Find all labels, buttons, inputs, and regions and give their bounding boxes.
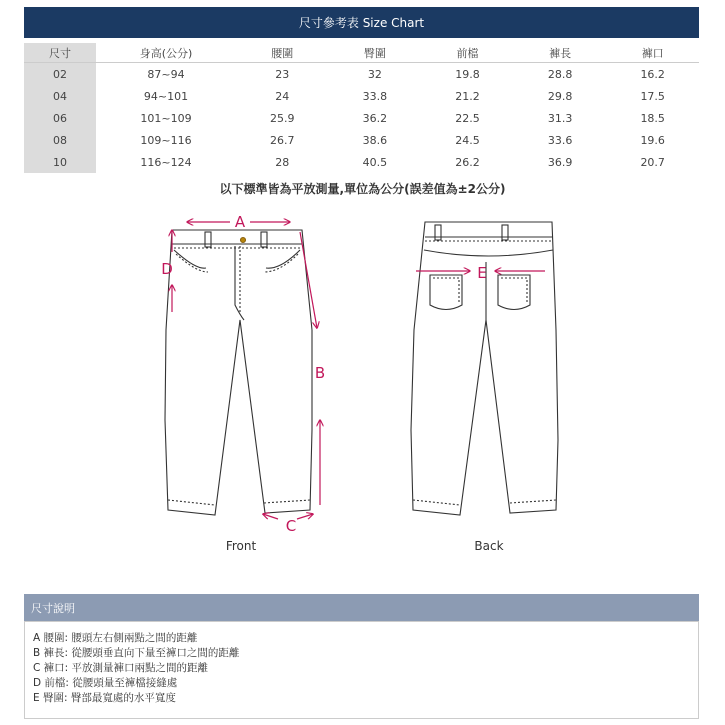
table-cell: 16.2 [640, 67, 665, 81]
table-cell: 22.5 [455, 111, 480, 125]
table-row [24, 151, 699, 173]
back-label: Back [474, 539, 504, 553]
table-cell: 109~116 [140, 133, 192, 147]
table-cell: 10 [24, 151, 96, 173]
size-chart-title: 尺寸參考表 Size Chart [24, 7, 699, 38]
marker-d: D [161, 260, 173, 278]
front-label: Front [225, 539, 257, 553]
marker-b: B [314, 364, 326, 382]
description-line: D 前檔: 從腰頭量至褲檔接縫處 [33, 677, 178, 689]
table-cell: 24.5 [455, 133, 480, 147]
table-cell: 28 [275, 155, 290, 169]
size-table [24, 43, 699, 173]
table-cell: 87~94 [147, 67, 185, 81]
description-line: C 褲口: 平放測量褲口兩點之間的距離 [33, 662, 209, 674]
table-row [24, 85, 699, 107]
column-header: 臀圍 [329, 43, 422, 63]
column-header: 褲長 [514, 43, 607, 63]
table-cell: 04 [24, 85, 96, 107]
measurement-note: 以下標準皆為平放測量,單位為公分(誤差值為±2公分) [219, 182, 506, 196]
description-line: A 腰圍: 腰頭左右側兩點之間的距離 [33, 632, 198, 644]
marker-a: A [234, 213, 246, 231]
table-cell: 40.5 [362, 155, 388, 169]
table-cell: 02 [24, 63, 96, 86]
table-cell: 08 [24, 129, 96, 151]
column-header: 尺寸 [24, 43, 96, 63]
table-cell: 36.9 [547, 155, 573, 169]
column-header: 身高(公分) [96, 43, 236, 63]
table-cell: 101~109 [140, 111, 192, 125]
description-box [24, 621, 699, 719]
table-cell: 25.9 [270, 111, 295, 125]
table-cell: 94~101 [143, 89, 189, 103]
description-line: B 褲長: 從腰頭垂直向下量至褲口之間的距離 [33, 647, 240, 659]
marker-e: E [477, 264, 487, 282]
table-header-row [24, 43, 699, 63]
pants-diagram [150, 200, 570, 570]
table-cell: 06 [24, 107, 96, 129]
table-row [24, 129, 699, 151]
column-header: 前檔 [421, 43, 514, 63]
column-header: 褲口 [606, 43, 699, 63]
table-cell: 33.8 [362, 89, 388, 103]
table-cell: 31.3 [547, 111, 573, 125]
table-cell: 24 [275, 89, 290, 103]
table-row [24, 107, 699, 129]
description-title: 尺寸說明 [24, 594, 699, 621]
description-line: E 臀圍: 臀部最寬處的水平寬度 [33, 692, 176, 704]
front-pants-drawing [165, 230, 312, 515]
table-cell: 29.8 [547, 89, 573, 103]
table-row [24, 63, 699, 86]
table-cell: 19.8 [455, 67, 480, 81]
table-cell: 17.5 [640, 89, 665, 103]
table-cell: 23 [275, 67, 290, 81]
table-cell: 116~124 [140, 155, 192, 169]
column-header: 腰圍 [236, 43, 329, 63]
table-cell: 21.2 [455, 89, 480, 103]
table-cell: 26.2 [455, 155, 480, 169]
marker-c: C [285, 517, 297, 535]
table-cell: 26.7 [270, 133, 295, 147]
table-cell: 19.6 [640, 133, 665, 147]
table-cell: 32 [367, 67, 382, 81]
table-cell: 38.6 [362, 133, 388, 147]
table-cell: 18.5 [640, 111, 665, 125]
table-cell: 20.7 [640, 155, 665, 169]
table-cell: 36.2 [362, 111, 388, 125]
table-cell: 33.6 [547, 133, 573, 147]
table-cell: 28.8 [547, 67, 573, 81]
